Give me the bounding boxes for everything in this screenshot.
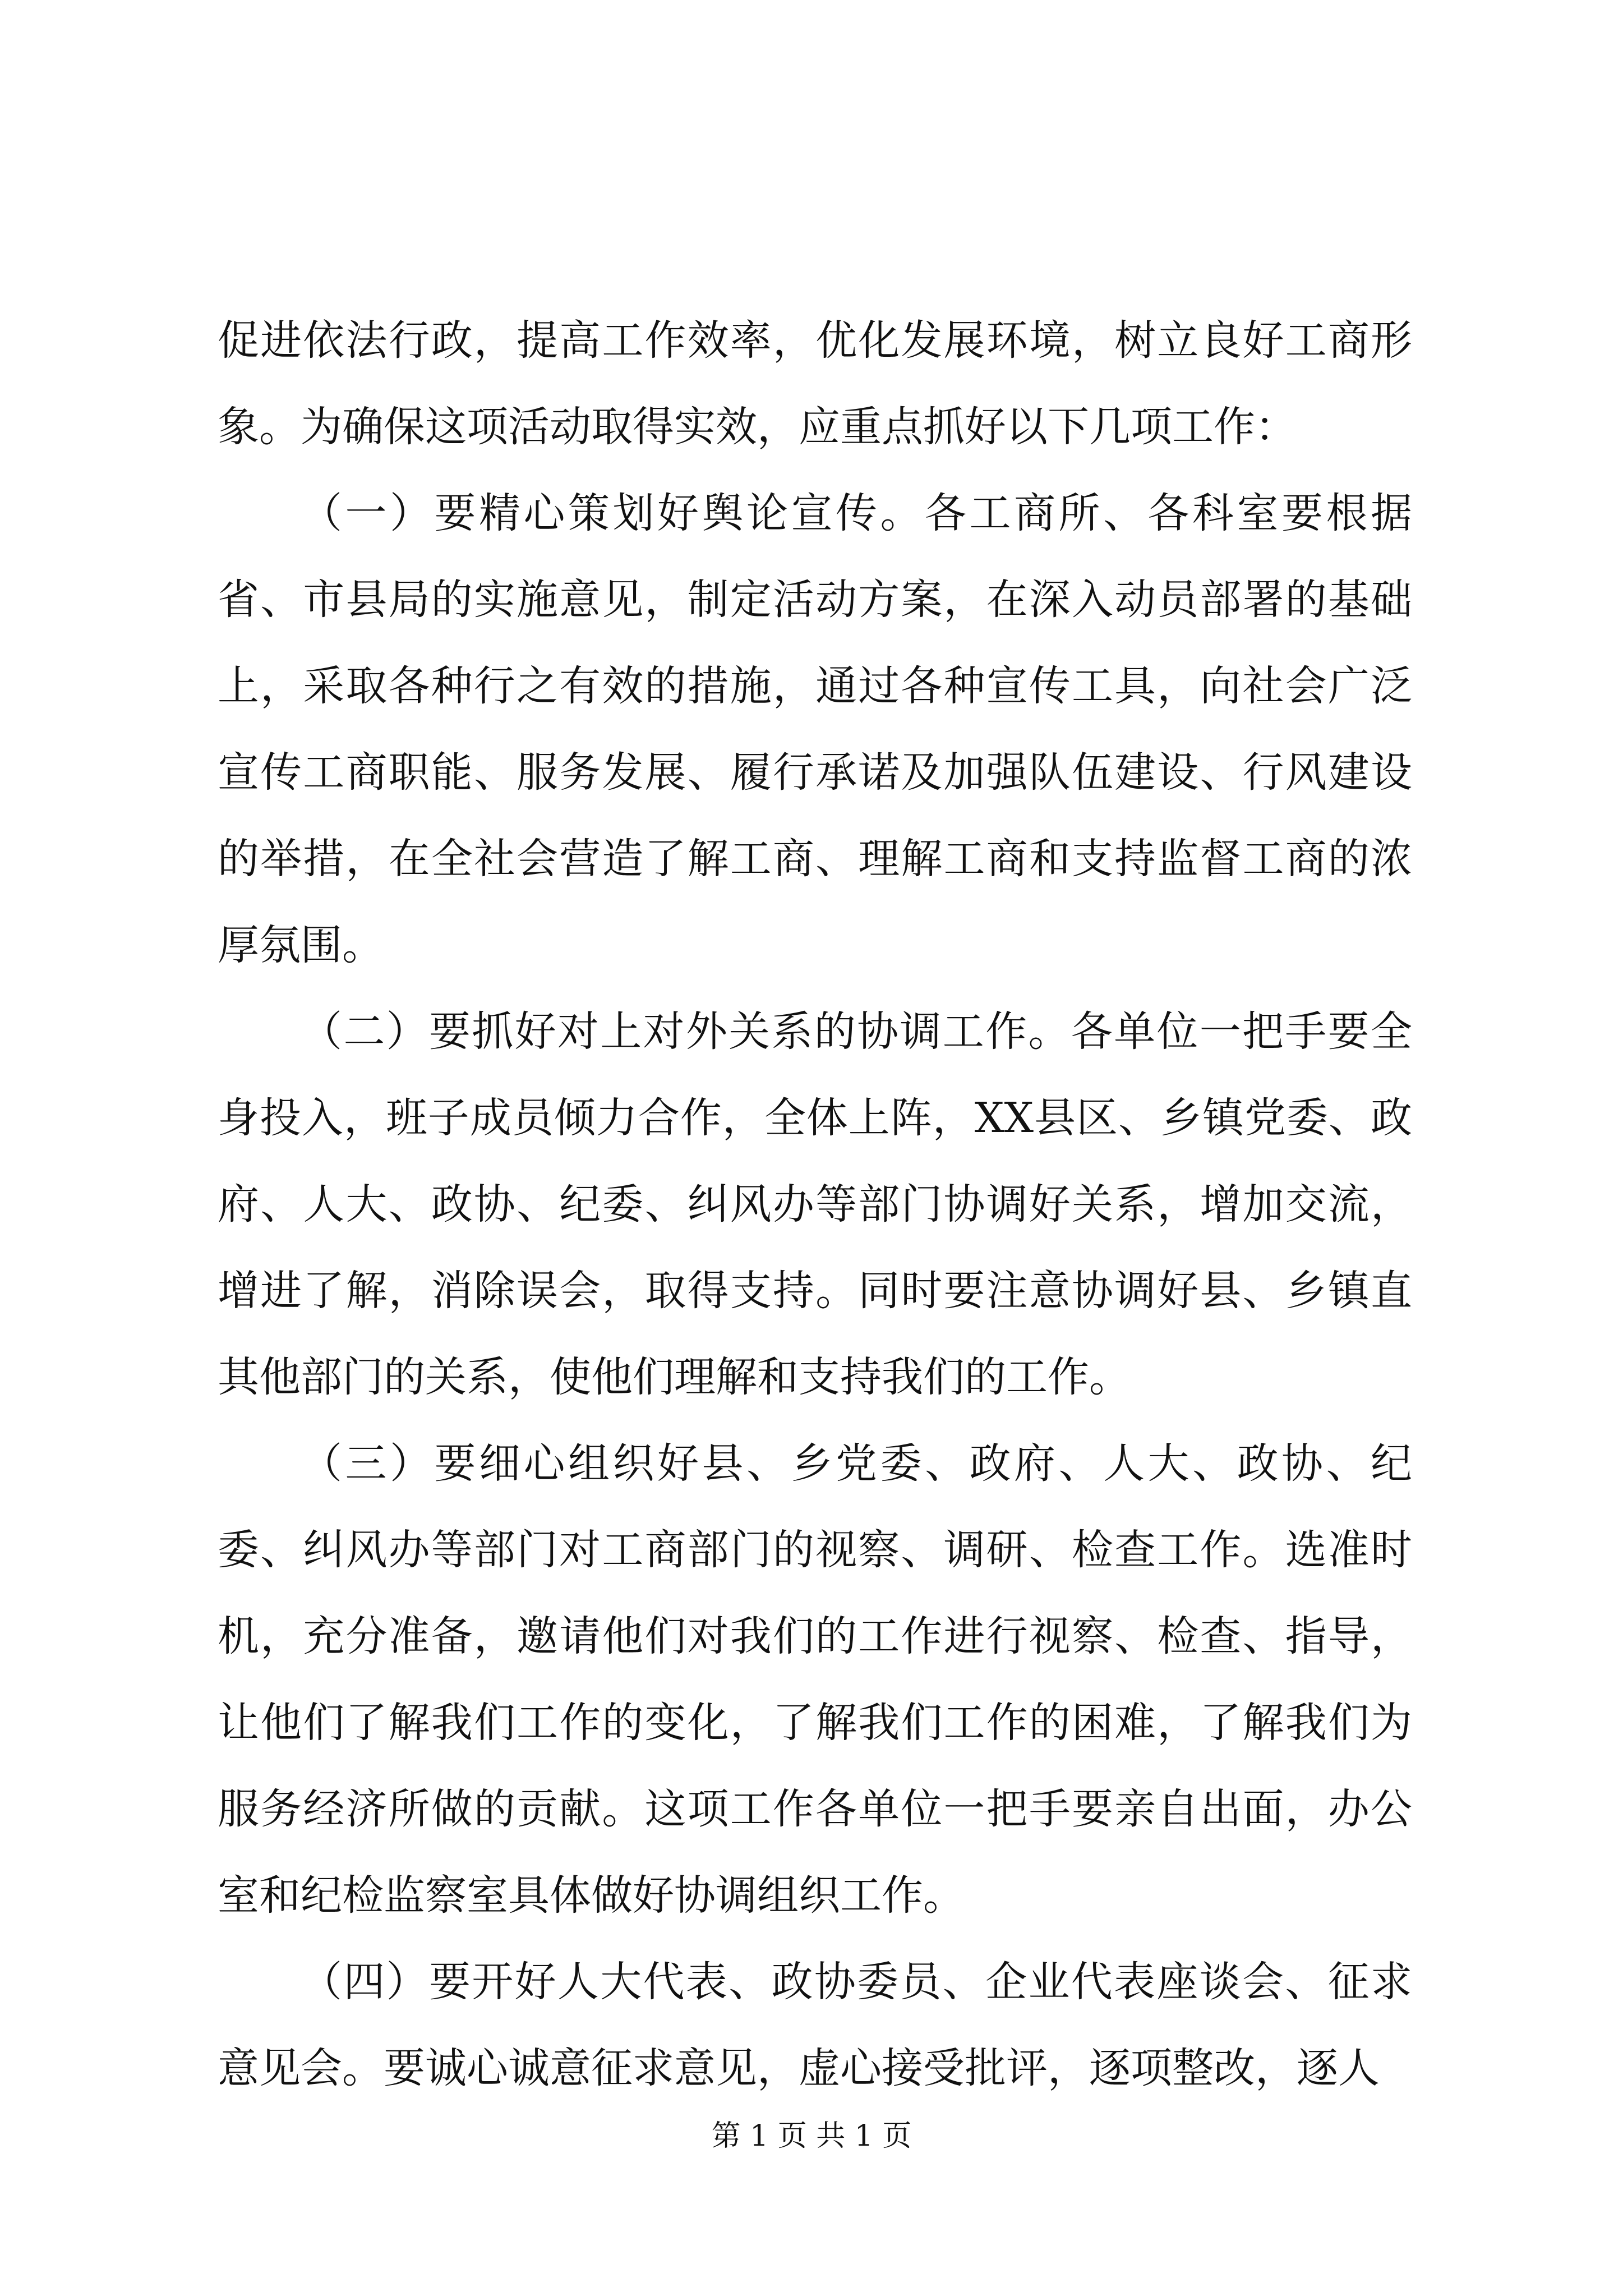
- paragraph-item-4: （四）要开好人大代表、政协委员、企业代表座谈会、征求意见会。要诚心诚意征求意见，虚心接受批评，逐项整改，逐人: [218, 1958, 1412, 2092]
- document-body: [218, 297, 1412, 2111]
- page-footer: 第 1 页 共 1 页: [711, 2119, 912, 2153]
- paragraph-intro: 促进依法行政，提高工作效率，优化发展环境，树立良好工商形象。为确保这项活动取得实效，应重点抓好以下几项工作：: [218, 316, 1412, 451]
- paragraph-item-3: （三）要细心组织好县、乡党委、政府、人大、政协、纪委、纠风办等部门对工商部门的视察、调研、检查工作。选准时机，充分准备，邀请他们对我们的工作进行视察、检查、指导，让他们了解我们工作的变化，了解我们工作的困难，了解我们为服务经济所做的贡献。这项工作各单位一把手要亲自出面，办公室和纪检监察室具体做好协调组织工作。: [218, 1439, 1412, 1920]
- paragraph-item-2: （二）要抓好对上对外关系的协调工作。各单位一把手要全身投入，班子成员倾力合作，全体上阵，XX县区、乡镇党委、政府、人大、政协、纪委、纠风办等部门协调好关系，增加交流，增进了解，消除误会，取得支持。同时要注意协调好县、乡镇直其他部门的关系，使他们理解和支持我们的工作。: [218, 1007, 1412, 1401]
- paragraph-item-1: （一）要精心策划好舆论宣传。各工商所、各科室要根据省、市县局的实施意见，制定活动方案，在深入动员部署的基础上，采取各种行之有效的措施，通过各种宣传工具，向社会广泛宣传工商职能、服务发展、履行承诺及加强队伍建设、行风建设的举措，在全社会营造了解工商、理解工商和支持监督工商的浓厚氛围。: [218, 489, 1412, 969]
